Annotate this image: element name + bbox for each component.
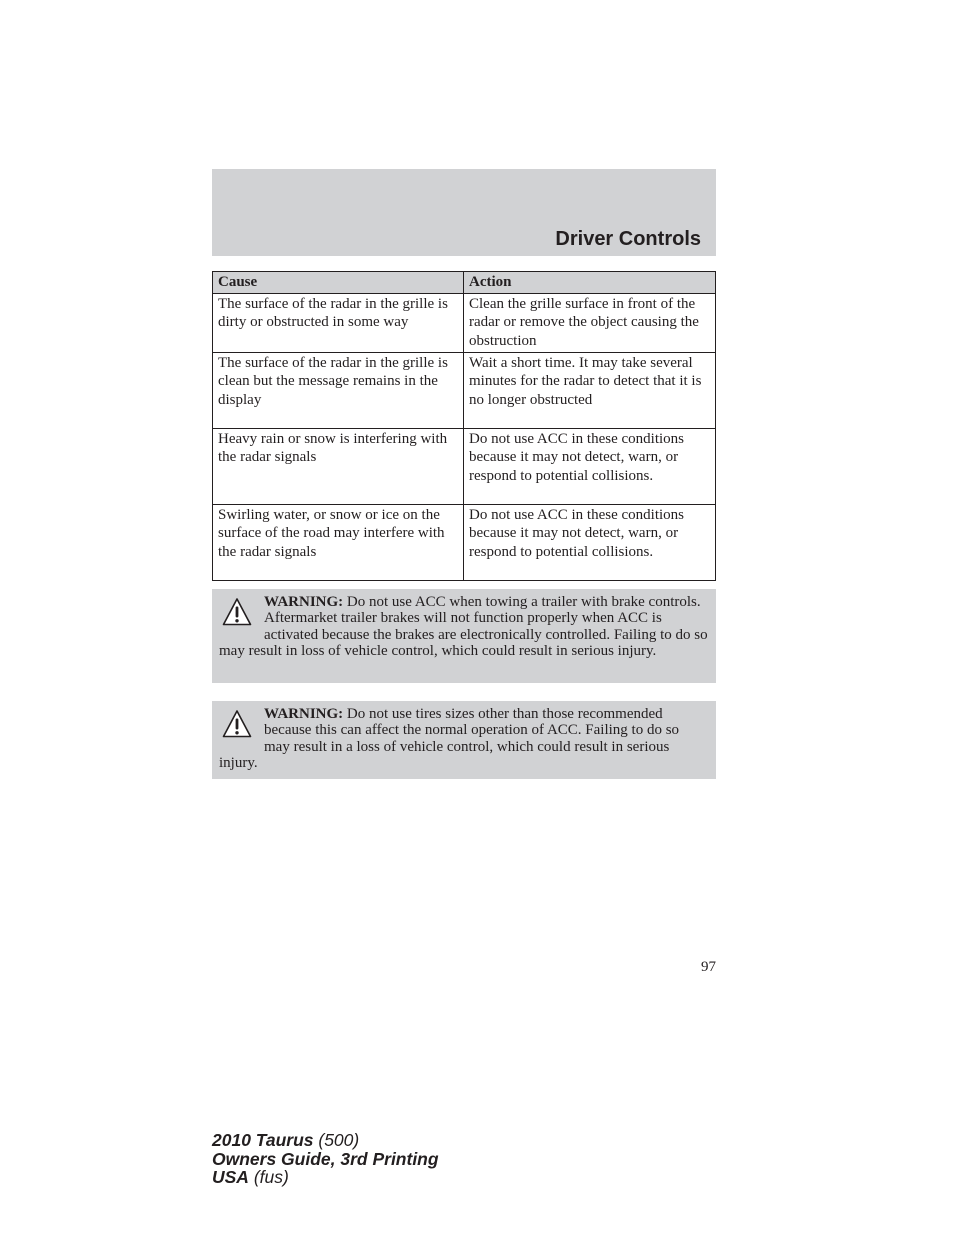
table-row <box>213 352 716 428</box>
footer-model-code: (500) <box>313 1130 360 1150</box>
action-cell: Do not use ACC in these conditions because it may not detect, warn, or respond to potential collisions. <box>464 428 716 504</box>
action-cell: Do not use ACC in these conditions because it may not detect, warn, or respond to potential collisions. <box>464 504 716 580</box>
document-footer <box>212 1131 439 1187</box>
warning-box-towing <box>212 589 716 683</box>
action-cell: Wait a short time. It may take several minutes for the radar to detect that it is no longer obstructed <box>464 352 716 428</box>
cause-cell: Heavy rain or snow is interfering with the radar signals <box>213 428 464 504</box>
cause-action-table <box>212 271 716 581</box>
section-header-band <box>212 169 716 256</box>
warning-text: Do not use ACC when towing a trailer with brake controls. Aftermarket trailer brakes will not function properly when ACC is activated because the brakes are electronically controlled. Failing to do so may result in loss of vehicle control, which could result in serious injury. <box>219 594 708 659</box>
page-number: 97 <box>701 959 716 975</box>
footer-line-market <box>212 1168 439 1187</box>
footer-market: USA <box>212 1167 249 1187</box>
column-header-cause: Cause <box>213 272 464 294</box>
column-header-action: Action <box>464 272 716 294</box>
table-row <box>213 504 716 580</box>
footer-market-code: (fus) <box>248 1167 289 1187</box>
warning-label: WARNING: <box>264 594 344 610</box>
section-title: Driver Controls <box>555 228 701 250</box>
table-row <box>213 293 716 352</box>
footer-line-model <box>212 1131 439 1150</box>
warning-triangle-icon <box>222 709 252 739</box>
footer-model: 2010 Taurus <box>212 1130 314 1150</box>
warning-box-tires <box>212 701 716 779</box>
table-header-row <box>213 272 716 294</box>
table-row <box>213 428 716 504</box>
cause-cell: The surface of the radar in the grille is dirty or obstructed in some way <box>213 293 464 352</box>
warning-text: Do not use tires sizes other than those recommended because this can affect the normal operation of ACC. Failing to do so may result in a loss of vehicle control, which could result in serious injury. <box>219 706 680 771</box>
cause-cell: The surface of the radar in the grille is clean but the message remains in the display <box>213 352 464 428</box>
warning-label: WARNING: <box>264 706 344 722</box>
action-cell: Clean the grille surface in front of the radar or remove the object causing the obstruction <box>464 293 716 352</box>
cause-cell: Swirling water, or snow or ice on the surface of the road may interfere with the radar signals <box>213 504 464 580</box>
footer-guide-edition: Owners Guide, 3rd Printing <box>212 1148 439 1169</box>
warning-triangle-icon <box>222 597 252 627</box>
